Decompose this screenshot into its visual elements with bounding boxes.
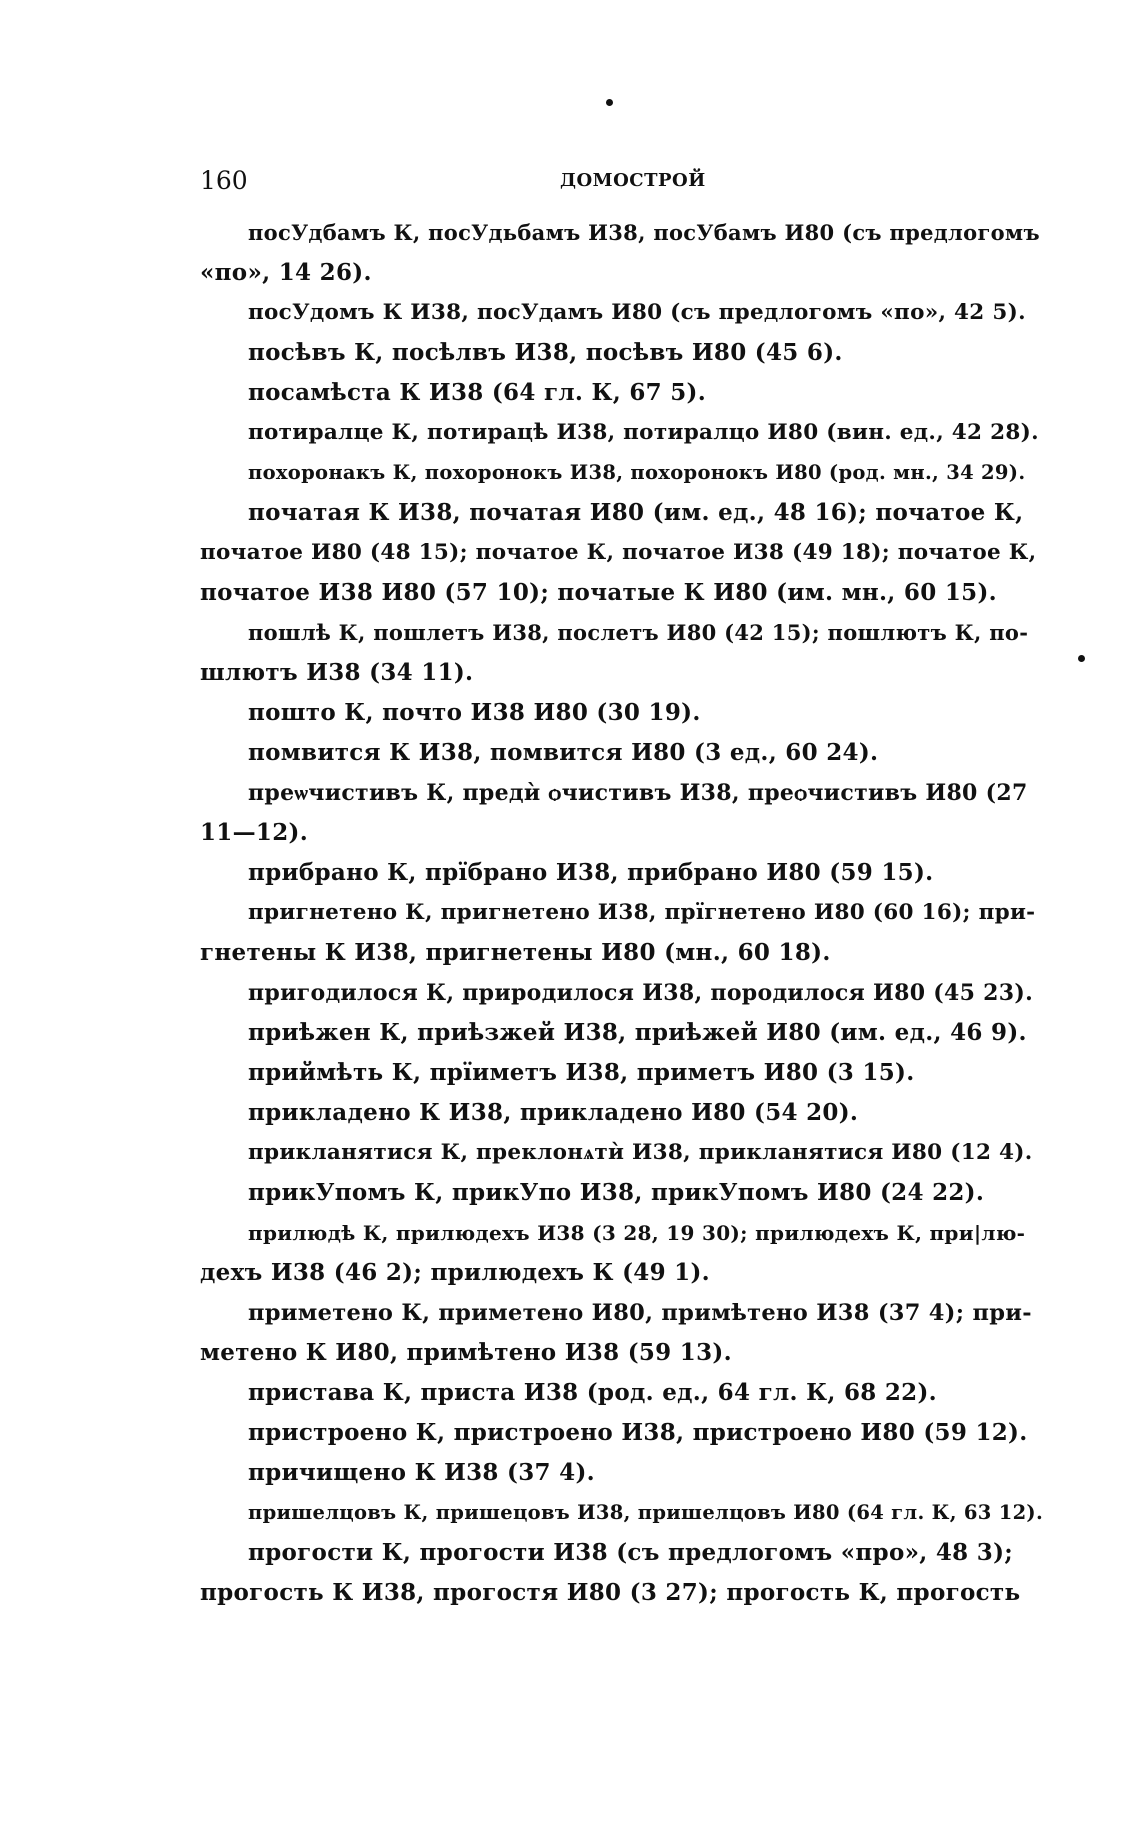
text-line: пригнетено К, пригнетено И38, прїгнетено И80 (60 16); при- bbox=[248, 900, 1036, 925]
page-number: 160 bbox=[200, 166, 248, 195]
text-line: посУдомъ К И38, посУдамъ И80 (съ предлогомъ «по», 42 5). bbox=[248, 300, 1026, 325]
text-line: прогость К И38, прогостя И80 (3 27); прогость К, прогость bbox=[200, 1579, 1021, 1606]
text-line: пристава К, приста И38 (род. ед., 64 гл. К, 68 22). bbox=[248, 1379, 937, 1406]
text-line: потиралце К, потирацѣ И38, потиралцо И80 (вин. ед., 42 28). bbox=[248, 420, 1039, 445]
text-line: преѡчистивъ К, предѝ ѻчистивъ И38, преѻчистивъ И80 (27 bbox=[248, 780, 1028, 806]
text-line: посѣвъ К, посѣлвъ И38, посѣвъ И80 (45 6). bbox=[248, 339, 843, 366]
text-line: причищено К И38 (37 4). bbox=[248, 1459, 595, 1486]
glossary-entries bbox=[200, 213, 1043, 1613]
text-line: посамѣста К И38 (64 гл. К, 67 5). bbox=[248, 379, 707, 406]
text-line: «по», 14 26). bbox=[200, 259, 372, 286]
text-line: посУдбамъ К, посУдьбамъ И38, посУбамъ И80 (съ предлогомъ bbox=[248, 220, 1040, 245]
text-line: пригодилося К, природилося И38, породилося И80 (45 23). bbox=[248, 980, 1034, 1006]
text-line: прикУпомъ К, прикУпо И38, прикУпомъ И80 (24 22). bbox=[248, 1179, 985, 1206]
text-line: прикланятися К, преклонѧтѝ И38, прикланятися И80 (12 4). bbox=[248, 1140, 1033, 1165]
text-line: пришелцовъ К, пришецовъ И38, пришелцовъ И80 (64 гл. К, 63 12). bbox=[248, 1501, 1043, 1524]
text-line: прилюдѣ К, прилюдехъ И38 (3 28, 19 30); прилюдехъ К, при|лю- bbox=[248, 1221, 1026, 1245]
text-line: помвится К И38, помвится И80 (3 ед., 60 24). bbox=[248, 739, 879, 766]
text-line: пошлѣ К, пошлетъ И38, послетъ И80 (42 15); пошлютъ К, по- bbox=[248, 620, 1029, 645]
text-line: початое И80 (48 15); початое К, початое И38 (49 18); початое К, bbox=[200, 540, 1037, 565]
text-line: 11—12). bbox=[200, 819, 309, 846]
text-line: прикладено К И38, прикладено И80 (54 20). bbox=[248, 1099, 859, 1126]
running-title: ДОМОСТРОЙ bbox=[560, 170, 706, 191]
text-line: дехъ И38 (46 2); прилюдехъ К (49 1). bbox=[200, 1259, 710, 1286]
text-line: початое И38 И80 (57 10); початые К И80 (им. мн., 60 15). bbox=[200, 579, 997, 606]
printed-dot-right bbox=[1078, 655, 1085, 662]
text-line: приѣжен К, приѣзжей И38, приѣжей И80 (им. ед., 46 9). bbox=[248, 1019, 1027, 1046]
text-line: гнетены К И38, пригнетены И80 (мн., 60 18). bbox=[200, 939, 831, 966]
text-line: пристроено К, пристроено И38, пристроено И80 (59 12). bbox=[248, 1419, 1028, 1446]
printed-dot-top bbox=[606, 99, 613, 106]
text-line: шлютъ И38 (34 11). bbox=[200, 659, 474, 686]
text-line: прибрано К, прїбрано И38, прибрано И80 (59 15). bbox=[248, 859, 934, 886]
text-line: початая К И38, початая И80 (им. ед., 48 16); початое К, bbox=[248, 499, 1024, 526]
text-line: пошто К, почто И38 И80 (30 19). bbox=[248, 699, 701, 726]
text-line: прогости К, прогости И38 (съ предлогомъ «про», 48 3); bbox=[248, 1539, 1014, 1566]
text-line: метено К И80, примѣтено И38 (59 13). bbox=[200, 1339, 732, 1366]
text-line: приметено К, приметено И80, примѣтено И38 (37 4); при- bbox=[248, 1300, 1032, 1326]
text-line: приймѣть К, прїиметъ И38, приметъ И80 (3 15). bbox=[248, 1059, 915, 1086]
text-line: похоронакъ К, похоронокъ И38, похоронокъ И80 (род. мн., 34 29). bbox=[248, 461, 1026, 484]
